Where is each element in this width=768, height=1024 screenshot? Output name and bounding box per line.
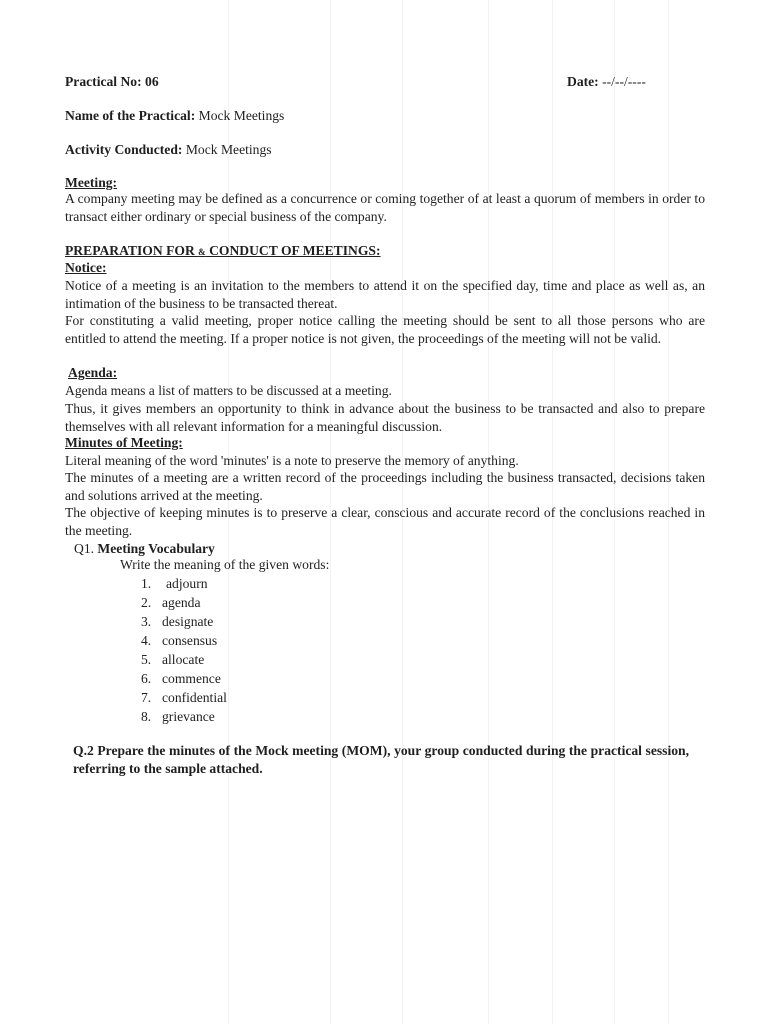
preparation-heading-part: PREPARATION FOR	[65, 243, 199, 258]
list-item-number: 7.	[141, 690, 152, 705]
notice-paragraph: Notice of a meeting is an invitation to the members to attend it on the specified day, time and place as well as, an intimation of the business to be transacted thereat.	[65, 278, 705, 311]
q2-question: Q.2 Prepare the minutes of the Mock meeting (MOM), your group conducted during the practical session, referring to the sample attached.	[73, 743, 689, 776]
list-item-number: 5.	[141, 652, 152, 667]
list-item-word: designate	[162, 614, 214, 629]
activity-value: Mock Meetings	[185, 142, 272, 157]
practical-name-line	[65, 108, 284, 124]
q1-title-line	[74, 541, 215, 557]
list-item-word: grievance	[162, 709, 215, 724]
list-item-word: confidential	[162, 690, 227, 705]
date-value: --/--/----	[602, 74, 646, 89]
list-item-word: consensus	[162, 633, 218, 648]
agenda-paragraph: Thus, it gives members an opportunity to think in advance about the business to be transacted and also to prepare themselves with all relevant information for a meaningful discussion.	[65, 401, 705, 434]
notice-heading: Notice:	[65, 260, 107, 275]
notice-paragraph: For constituting a valid meeting, proper notice calling the meeting should be sent to all those persons who are entitled to attend the meeting. If a proper notice is not given, the proceedings of the meeting will not be valid.	[65, 313, 705, 346]
preparation-heading-part: CONDUCT OF MEETINGS:	[205, 243, 381, 258]
list-item-word: allocate	[162, 652, 205, 667]
practical-name-value: Mock Meetings	[198, 108, 285, 123]
agenda-heading: Agenda:	[68, 365, 118, 380]
practical-name-label: Name of the Practical:	[65, 108, 196, 123]
activity-label: Activity Conducted:	[65, 142, 183, 157]
preparation-heading	[65, 243, 381, 259]
list-item-number: 3.	[141, 614, 152, 629]
q1-number: Q1.	[74, 541, 95, 556]
minutes-paragraph: The objective of keeping minutes is to preserve a clear, conscious and accurate record of the conclusions reached in the meeting.	[65, 505, 705, 538]
agenda-paragraph: Agenda means a list of matters to be discussed at a meeting.	[65, 383, 392, 398]
list-item-word: adjourn	[166, 576, 208, 591]
list-item-number: 2.	[141, 595, 152, 610]
list-item-word: commence	[162, 671, 221, 686]
q1-instruction: Write the meaning of the given words:	[120, 557, 330, 572]
minutes-paragraph: The minutes of a meeting are a written record of the proceedings including the business transacted, decisions taken and solutions arrived at the meeting.	[65, 470, 705, 503]
list-item-number: 8.	[141, 709, 152, 724]
meeting-heading: Meeting:	[65, 175, 118, 190]
practical-number: Practical No: 06	[65, 74, 159, 89]
date-label: Date:	[567, 74, 599, 89]
list-item-number: 6.	[141, 671, 152, 686]
minutes-heading: Minutes of Meeting:	[65, 435, 183, 450]
activity-line	[65, 142, 272, 158]
q1-title: Meeting Vocabulary	[97, 541, 215, 556]
meeting-definition: A company meeting may be defined as a concurrence or coming together of at least a quorum of members in order to transact either ordinary or special business of the company.	[65, 191, 705, 224]
list-item-word: agenda	[162, 595, 201, 610]
list-item-number: 1.	[141, 576, 152, 591]
preparation-heading-amp: &	[198, 247, 206, 257]
minutes-paragraph: Literal meaning of the word 'minutes' is a note to preserve the memory of anything.	[65, 453, 519, 468]
list-item-number: 4.	[141, 633, 152, 648]
date-line	[567, 74, 646, 90]
